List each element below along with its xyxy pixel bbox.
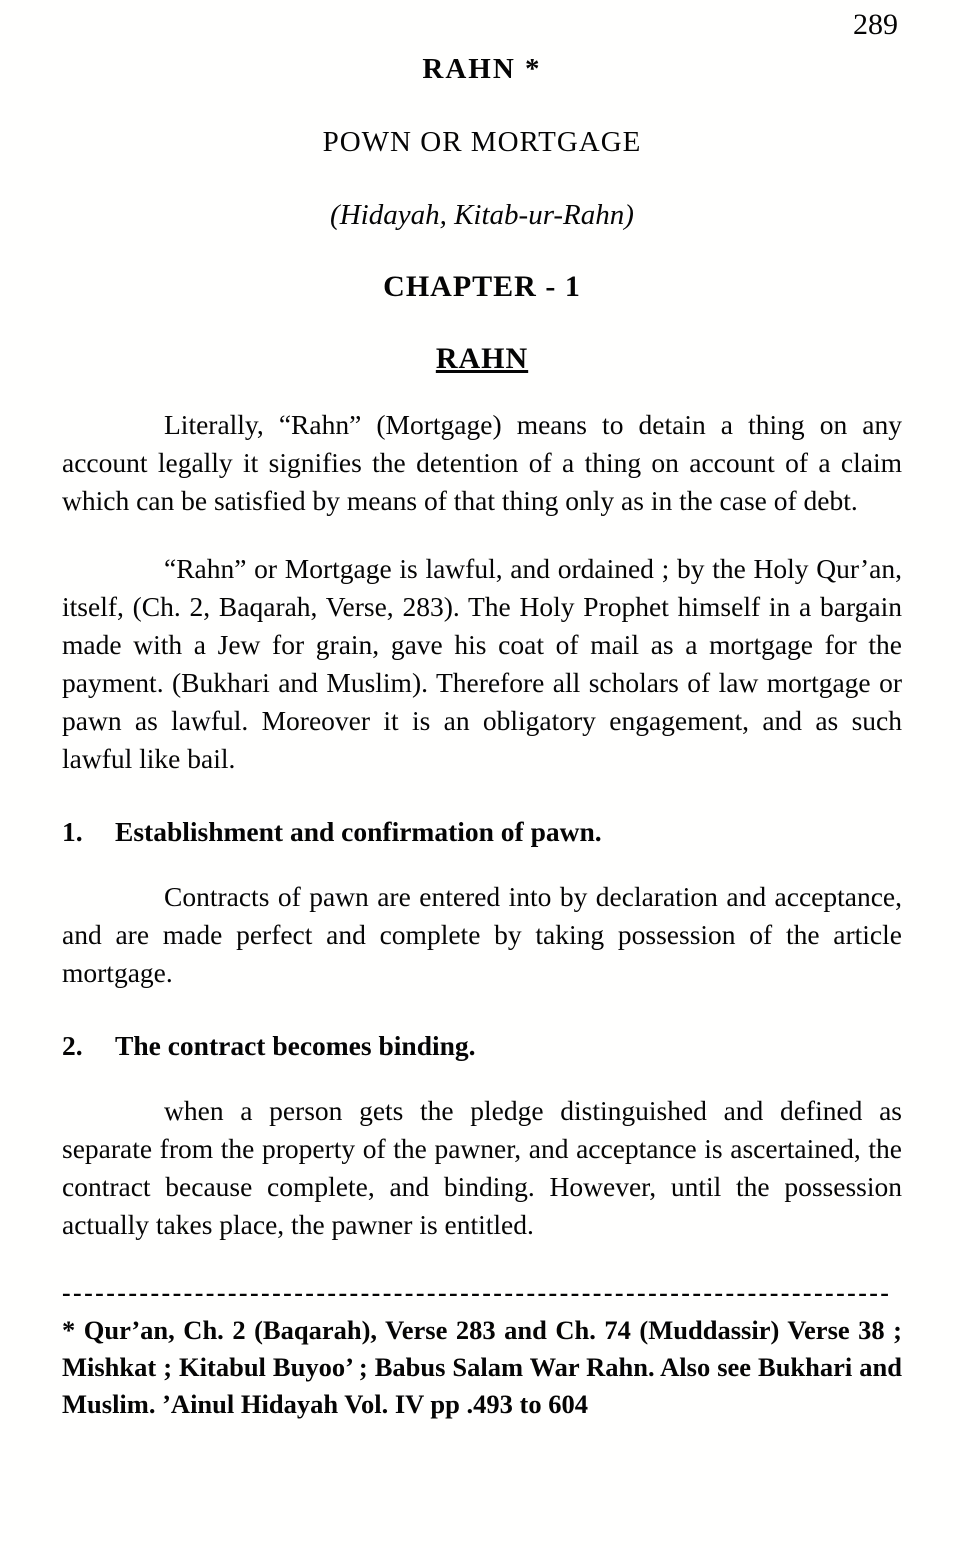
page-number: 289: [853, 8, 898, 41]
section-title: Establishment and confirmation of pawn.: [115, 816, 602, 847]
section-number: 1.: [62, 816, 83, 847]
section-1-paragraph: Contracts of pawn are entered into by declaration and acceptance, and are made perfect and complete by taking possession of the article mortgage.: [62, 881, 902, 988]
source-reference: (Hidayah, Kitab-ur-Rahn): [330, 199, 634, 231]
section-2-paragraph: when a person gets the pledge distinguished and defined as separate from the property of the pawner, and acceptance is ascertained, the contract because complete, and binding. However, until the possession actually takes place, the pawner is entitled.: [62, 1095, 902, 1240]
paragraph-2: “Rahn” or Mortgage is lawful, and ordained ; by the Holy Qur’an, itself, (Ch. 2, Baqarah, Verse, 283). The Holy Prophet himself in a bargain made with a Jew for grain, gave his coat of mail as a mortgage for the payment. (Bukhari and Muslim). Therefore all scholars of law mortgage or pawn as lawful. Moreover it is an obligatory engagement, and as such lawful like bail.: [62, 553, 902, 774]
footnote-separator: ---------------------------------------------------------------------------: [62, 1280, 892, 1306]
document-title: RAHN *: [422, 53, 542, 85]
section-heading-1: [62, 816, 902, 848]
footnote-text: * Qur’an, Ch. 2 (Baqarah), Verse 283 and Ch. 74 (Muddassir) Verse 38 ; Mishkat ; Kitabul Buyoo’ ; Babus Salam War Rahn. Also see Bukhari and Muslim. ’Ainul Hidayah Vol. IV pp .493 to 604: [62, 1315, 902, 1419]
document-subtitle: POWN OR MORTGAGE: [322, 126, 642, 158]
section-title: The contract becomes binding.: [115, 1030, 476, 1061]
section-number: 2.: [62, 1030, 83, 1061]
chapter-title: RAHN: [435, 342, 529, 375]
chapter-heading: CHAPTER - 1: [383, 270, 581, 303]
section-heading-2: [62, 1030, 902, 1062]
paragraph-1: Literally, “Rahn” (Mortgage) means to detain a thing on any account legally it signifies the detention of a thing on account of a claim which can be satisfied by means of that thing only as in the case of debt.: [62, 409, 902, 516]
